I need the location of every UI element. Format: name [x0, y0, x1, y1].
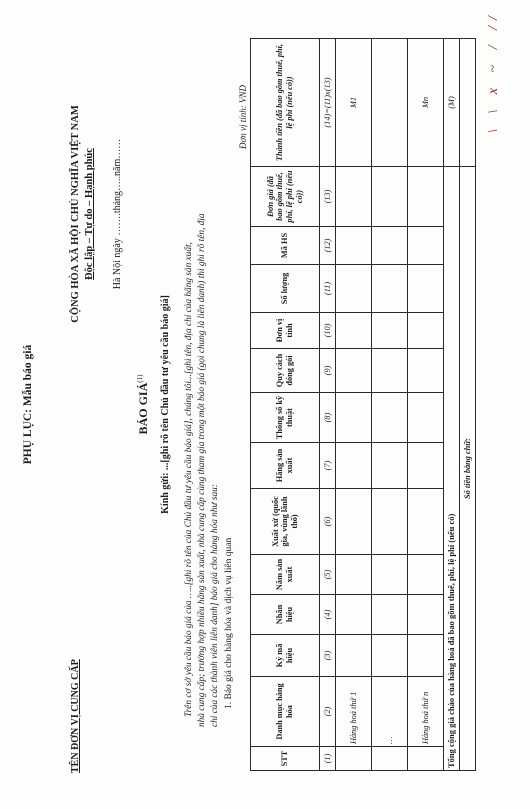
footnote-ref: (1)	[136, 374, 144, 383]
table-cell	[336, 167, 372, 227]
table-cell	[336, 349, 372, 393]
table-cell	[336, 595, 372, 635]
body-text-line-3: chỉ của các thành viên liên danh] báo giá cho hàng hóa như sau:	[210, 484, 220, 727]
organization-name: TÊN ĐƠN VỊ CUNG CẤP	[70, 659, 81, 773]
amount-cell: Mn	[408, 39, 444, 167]
total-row	[444, 39, 460, 771]
table-cell	[372, 167, 408, 227]
body-text-line-2: nhà cung cấp; trường hợp nhiều hãng sản xuất, nhà cung cấp cùng tham gia trong một báo giá (gọi chung là liên danh) thì ghi rõ tên, địa	[197, 213, 207, 727]
table-cell	[372, 489, 408, 555]
total-label: Tổng cộng giá chào của hàng hoá đã bao gồm thuế, phí, lệ phí (nếu có)	[444, 167, 460, 771]
header-cell: Thông số kỹ thuật	[251, 393, 320, 443]
header-row	[251, 39, 320, 771]
national-title: CỘNG HÒA XÃ HỘI CHỦ NGHĨA VIỆT NAM	[70, 105, 81, 323]
place-date: Hà Nội ngày …….tháng…..năm……	[112, 138, 123, 290]
header-cell: Năm sản xuất	[251, 555, 320, 595]
header-cell: Ký mã hiệu	[251, 635, 320, 677]
quotation-table	[250, 38, 476, 771]
header-cell: Mã HS	[251, 227, 320, 265]
handwritten-scribble: \ \ x ~ / //	[486, 10, 501, 133]
unit-note: Đơn vị tính: VND	[238, 84, 248, 149]
header-cell: Thành tiền (đã bao gồm thuế, phí, lệ phí (nếu có))	[251, 39, 320, 167]
header-cell: Số lượng	[251, 265, 320, 313]
column-number: (4)	[320, 595, 336, 635]
table-cell	[408, 489, 444, 555]
table-cell	[408, 167, 444, 227]
header-cell: Đơn giá (đã bao gồm thuế, phí, lệ phí (nếu có))	[251, 167, 320, 227]
table-cell	[336, 227, 372, 265]
table-cell	[372, 265, 408, 313]
table-cell	[336, 635, 372, 677]
column-number: (12)	[320, 227, 336, 265]
column-number: (11)	[320, 265, 336, 313]
table-cell	[336, 393, 372, 443]
document-title	[136, 0, 151, 809]
table-cell	[408, 265, 444, 313]
appendix-title: PHỤ LỤC: Mẫu báo giá	[22, 344, 34, 465]
greeting: Kính gửi: ...[ghi rõ tên Chủ đầu tư yêu cầu báo giá]	[160, 295, 171, 514]
table-row	[408, 39, 444, 771]
column-number: (10)	[320, 313, 336, 349]
table-cell	[372, 747, 408, 771]
table-cell	[372, 227, 408, 265]
table-cell	[372, 349, 408, 393]
item-name-cell: …	[372, 677, 408, 747]
table-cell	[336, 313, 372, 349]
header-cell: STT	[251, 747, 320, 771]
table-cell	[372, 635, 408, 677]
header-cell: Nhãn hiệu	[251, 595, 320, 635]
header-cell: Xuất xứ (quốc gia, vùng lãnh thổ)	[251, 489, 320, 555]
table-cell	[408, 227, 444, 265]
item-name-cell: Hàng hoá thứ 1	[336, 677, 372, 747]
total-value: (M)	[444, 39, 460, 167]
column-number: (8)	[320, 393, 336, 443]
column-number: (7)	[320, 443, 336, 489]
table-cell	[336, 443, 372, 489]
column-number: (3)	[320, 635, 336, 677]
table-cell	[372, 313, 408, 349]
item-name-cell: Hàng hoá thứ n	[408, 677, 444, 747]
table-cell	[336, 489, 372, 555]
table-cell	[408, 313, 444, 349]
table-cell	[408, 747, 444, 771]
table-cell	[408, 393, 444, 443]
document-title-text: BÁO GIÁ	[136, 382, 150, 435]
amount-in-words-value	[460, 39, 476, 167]
header-cell: Đơn vị tính	[251, 313, 320, 349]
amount-in-words-row	[460, 39, 476, 771]
table-cell	[408, 595, 444, 635]
table-cell	[336, 265, 372, 313]
table-cell	[372, 595, 408, 635]
column-number: (5)	[320, 555, 336, 595]
column-number: (14)=(11)x(13)	[320, 39, 336, 167]
column-number: (9)	[320, 349, 336, 393]
header-cell: Quy cách đóng gói	[251, 349, 320, 393]
amount-cell: M1	[336, 39, 372, 167]
body-text-line-1: Trên cơ sở yêu cầu báo giá của …..[ghi rõ tên của Chủ đầu tư yêu cầu báo giá], chúng tôi...[ghi tên, địa chỉ của hãng sản xuất,	[184, 242, 194, 717]
table-cell	[408, 349, 444, 393]
table-cell	[336, 747, 372, 771]
header-cell: Danh mục hàng hóa	[251, 677, 320, 747]
table-cell	[372, 393, 408, 443]
header-cell: Hãng sản xuất	[251, 443, 320, 489]
column-number: (1)	[320, 747, 336, 771]
national-motto: Độc lập – Tự do – Hạnh phúc	[84, 148, 95, 280]
column-number: (13)	[320, 167, 336, 227]
column-number: (2)	[320, 677, 336, 747]
column-number: (6)	[320, 489, 336, 555]
section-heading: 1. Báo giá cho hàng hóa và dịch vụ liên quan	[224, 537, 234, 709]
table-cell	[408, 443, 444, 489]
table-row	[336, 39, 372, 771]
table-row	[372, 39, 408, 771]
table-cell	[408, 555, 444, 595]
table-cell	[336, 555, 372, 595]
table-cell	[372, 555, 408, 595]
amount-cell	[372, 39, 408, 167]
column-number-row	[320, 39, 336, 771]
table-cell	[372, 443, 408, 489]
amount-in-words-label: Số tiền bằng chữ:	[460, 167, 476, 771]
table-cell	[408, 635, 444, 677]
